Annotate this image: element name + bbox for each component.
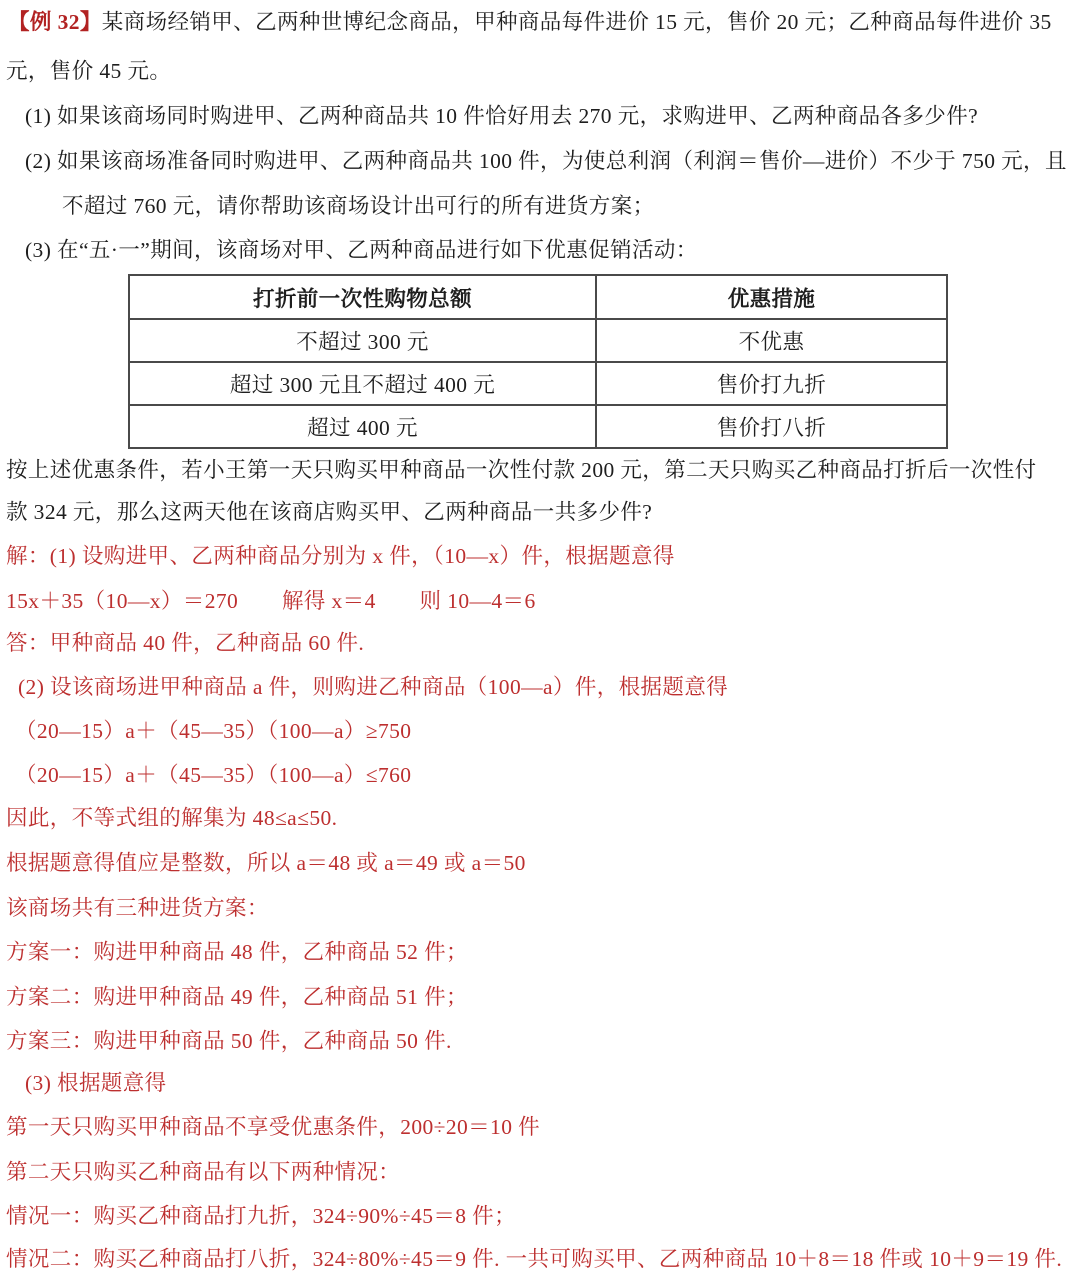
solution-integer-values: 根据题意得值应是整数，所以 a＝48 或 a＝49 或 a＝50 — [6, 851, 526, 875]
solution-case-1: 情况一：购买乙种商品打九折，324÷90%÷45＝8 件； — [6, 1204, 516, 1228]
solution-solution-set: 因此，不等式组的解集为 48≤a≤50. — [6, 806, 338, 830]
question-1: (1) 如果该商场同时购进甲、乙两种商品共 10 件恰好用去 270 元，求购进甲、乙两种商品各多少件? — [25, 104, 979, 128]
question-2-line-2: 不超过 760 元，请你帮助该商场设计出可行的所有进货方案； — [62, 194, 655, 218]
solution-plans-intro: 该商场共有三种进货方案： — [6, 896, 269, 920]
offer-cell: 售价打九折 — [596, 362, 947, 405]
header-offer: 优惠措施 — [596, 275, 947, 319]
question-2-line-1: (2) 如果该商场准备同时购进甲、乙两种商品共 100 件，为使总利润（利润＝售价—进价）不少于 750 元，且 — [25, 149, 1067, 173]
problem-intro-line-2: 元，售价 45 元。 — [6, 59, 172, 83]
problem-intro-text-1: 某商场经销甲、乙两种世博纪念商品，甲种商品每件进价 15 元，售价 20 元；乙种商品每件进价 35 — [101, 10, 1052, 34]
condition-line-2: 款 324 元，那么这两天他在该商店购买甲、乙两种商品一共多少件? — [6, 500, 653, 524]
solution-inequality-1: （20—15）a＋（45—35）（100—a）≥750 — [15, 719, 412, 743]
offer-cell: 售价打八折 — [596, 405, 947, 448]
solution-part1-equation: 15x＋35（10—x）＝270 解得 x＝4 则 10—4＝6 — [6, 589, 536, 613]
table-row — [129, 405, 947, 448]
amount-cell: 不超过 300 元 — [129, 319, 596, 362]
solution-plan-2: 方案二：购进甲种商品 49 件，乙种商品 51 件； — [6, 985, 468, 1009]
solution-part3-intro: (3) 根据题意得 — [25, 1071, 167, 1095]
solution-day2-intro: 第二天只购买乙种商品有以下两种情况： — [6, 1160, 401, 1184]
discount-table-header-row — [129, 275, 947, 319]
offer-cell: 不优惠 — [596, 319, 947, 362]
discount-table — [128, 274, 948, 449]
table-row — [129, 362, 947, 405]
condition-line-1: 按上述优惠条件，若小王第一天只购买甲种商品一次性付款 200 元，第二天只购买乙种商品打折后一次性付 — [6, 458, 1037, 482]
solution-plan-1: 方案一：购进甲种商品 48 件，乙种商品 52 件； — [6, 940, 468, 964]
solution-part1-setup: 解：(1) 设购进甲、乙两种商品分别为 x 件，（10—x）件，根据题意得 — [6, 544, 675, 568]
problem-intro-line-1 — [8, 8, 1052, 36]
solution-day1: 第一天只购买甲种商品不享受优惠条件，200÷20＝10 件 — [6, 1115, 541, 1139]
solution-part1-answer: 答：甲种商品 40 件，乙种商品 60 件. — [6, 631, 365, 655]
header-purchase-amount: 打折前一次性购物总额 — [129, 275, 596, 319]
amount-cell: 超过 300 元且不超过 400 元 — [129, 362, 596, 405]
solution-part2-setup: (2) 设该商场进甲种商品 a 件，则购进乙种商品（100—a）件，根据题意得 — [18, 675, 729, 699]
amount-cell: 超过 400 元 — [129, 405, 596, 448]
solution-plan-3: 方案三：购进甲种商品 50 件，乙种商品 50 件. — [6, 1029, 452, 1053]
question-3: (3) 在“五·一”期间，该商场对甲、乙两种商品进行如下优惠促销活动： — [25, 238, 698, 262]
solution-inequality-2: （20—15）a＋（45—35）（100—a）≤760 — [15, 763, 412, 787]
solution-case-2-final: 情况二：购买乙种商品打八折，324÷80%÷45＝9 件. 一共可购买甲、乙两种商品 10＋8＝18 件或 10＋9＝19 件. — [6, 1247, 1063, 1271]
example-label: 【例 32】 — [8, 10, 102, 34]
table-row — [129, 319, 947, 362]
